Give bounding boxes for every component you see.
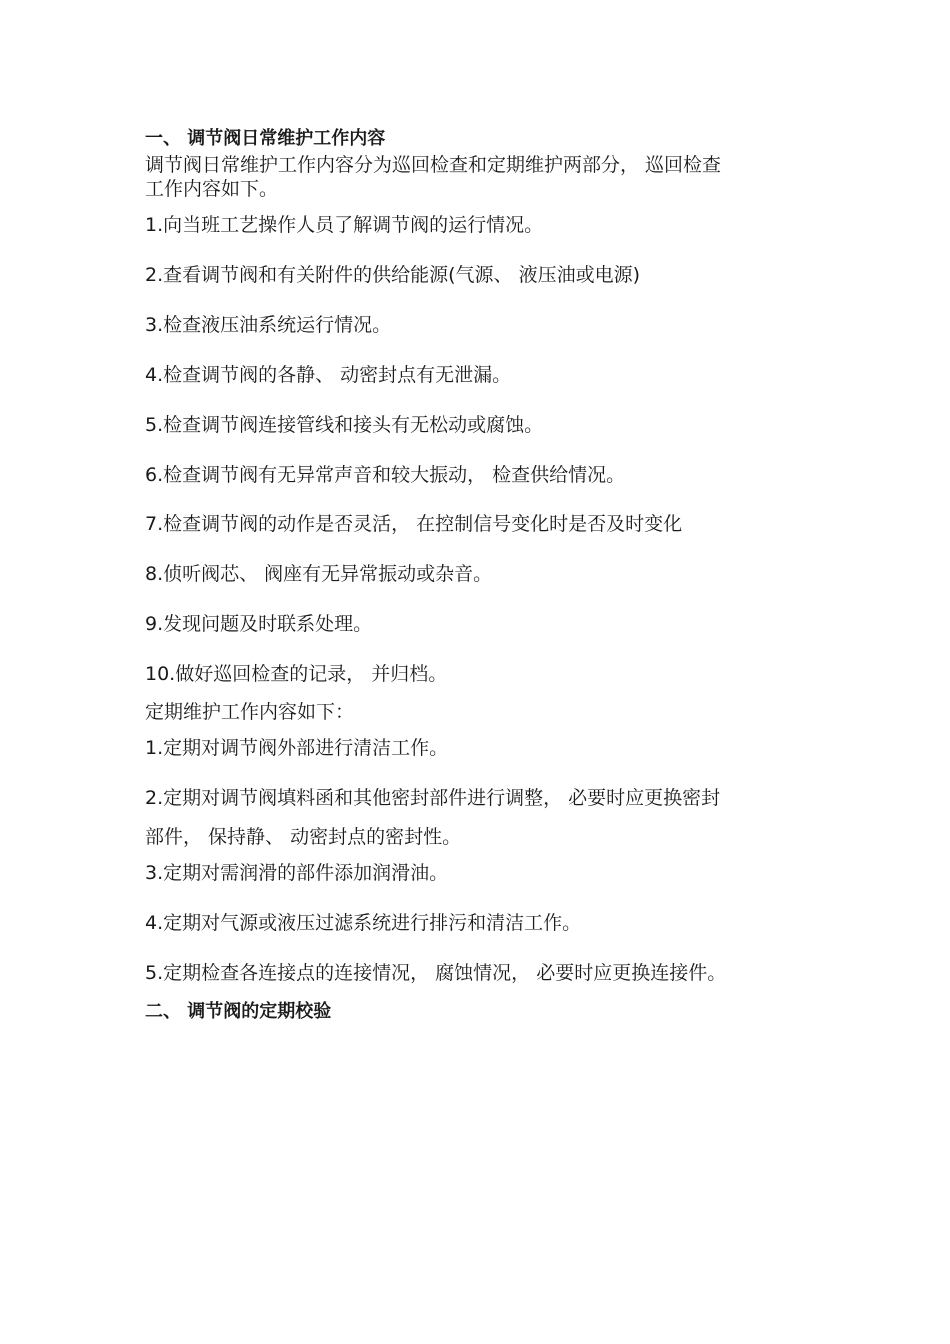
periodic-item-3: 3.定期对需润滑的部件添加润滑油。 — [145, 862, 449, 884]
patrol-item-2: 2.查看调节阀和有关附件的供给能源(气源、 液压油或电源) — [145, 264, 640, 286]
section-1-heading: 一、 调节阀日常维护工作内容 — [145, 128, 386, 149]
periodic-item-1: 1.定期对调节阀外部进行清洁工作。 — [145, 737, 449, 759]
periodic-item-2: 2.定期对调节阀填料函和其他密封部件进行调整， 必要时应更换密封 — [145, 787, 721, 809]
periodic-intro: 定期维护工作内容如下： — [145, 701, 355, 723]
patrol-item-1: 1.向当班工艺操作人员了解调节阀的运行情况。 — [145, 214, 544, 236]
periodic-item-2-continued: 部件， 保持静、 动密封点的密封性。 — [145, 826, 462, 848]
patrol-item-4: 4.检查调节阀的各静、 动密封点有无泄漏。 — [145, 364, 512, 386]
periodic-item-4: 4.定期对气源或液压过滤系统进行排污和清洁工作。 — [145, 912, 582, 934]
intro-paragraph-line-1: 调节阀日常维护工作内容分为巡回检查和定期维护两部分， 巡回检查 — [145, 154, 722, 176]
patrol-item-10: 10.做好巡回检查的记录， 并归档。 — [145, 663, 448, 685]
section-2-heading: 二、 调节阀的定期校验 — [145, 1001, 332, 1022]
periodic-item-5: 5.定期检查各连接点的连接情况， 腐蚀情况， 必要时应更换连接件。 — [145, 962, 727, 984]
patrol-item-3: 3.检查液压油系统运行情况。 — [145, 314, 392, 336]
patrol-item-5: 5.检查调节阀连接管线和接头有无松动或腐蚀。 — [145, 414, 544, 436]
patrol-item-9: 9.发现问题及时联系处理。 — [145, 613, 373, 635]
patrol-item-7: 7.检查调节阀的动作是否灵活， 在控制信号变化时是否及时变化 — [145, 513, 683, 535]
patrol-item-6: 6.检查调节阀有无异常声音和较大振动， 检查供给情况。 — [145, 464, 626, 486]
patrol-item-8: 8.侦听阀芯、 阀座有无异常振动或杂音。 — [145, 563, 493, 585]
intro-paragraph-line-2: 工作内容如下。 — [145, 178, 279, 200]
